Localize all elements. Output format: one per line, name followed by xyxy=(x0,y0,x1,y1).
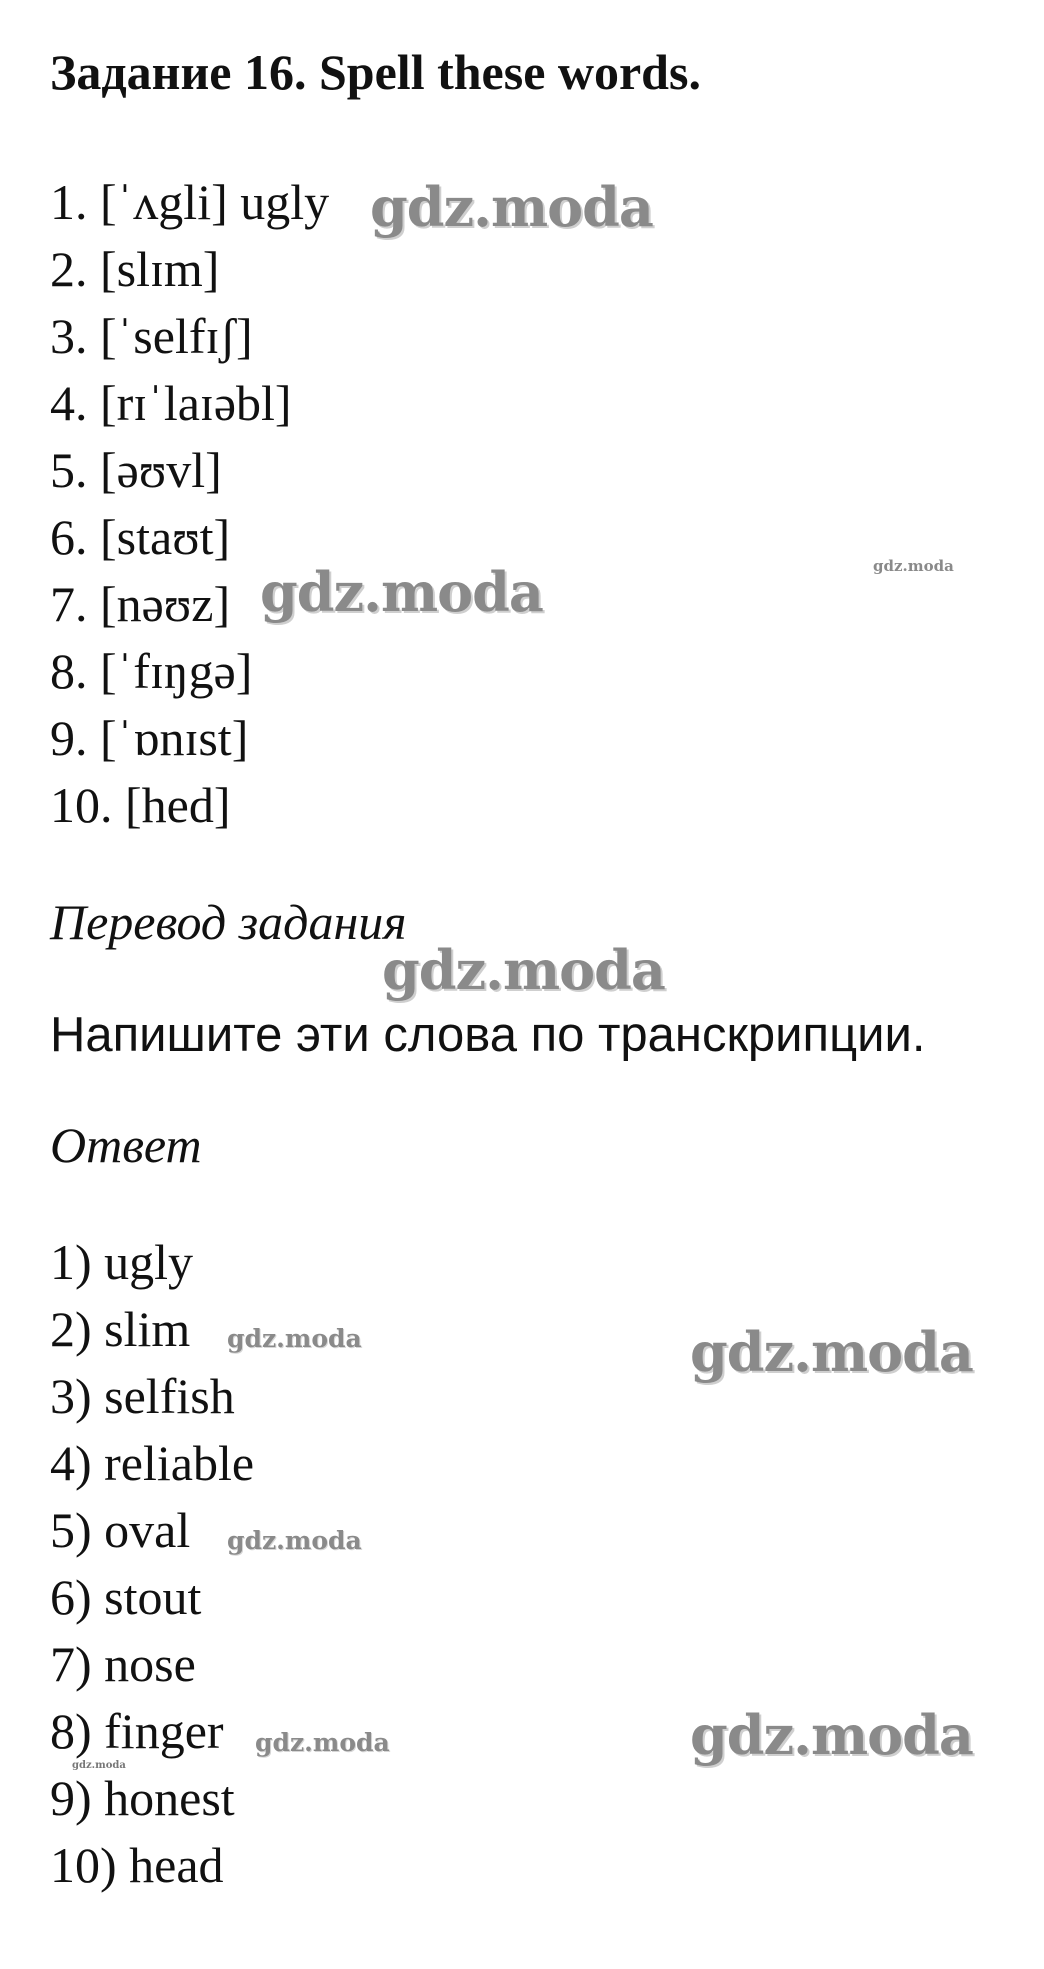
transcription-line-2: 2. [slɪm] xyxy=(50,241,220,297)
answer-line-3: 3) selfish xyxy=(50,1368,235,1424)
transcription-line-3: 3. [ˈselfɪʃ] xyxy=(50,308,253,364)
translation-text: Напишите эти слова по транскрипции. xyxy=(50,1008,926,1062)
answer-line-6: 6) stout xyxy=(50,1569,202,1625)
transcription-line-7: 7. [nəʊz] xyxy=(50,576,231,632)
transcription-line-6: 6. [staʊt] xyxy=(50,509,231,565)
answer-line-4: 4) reliable xyxy=(50,1435,255,1491)
answer-line-7: 7) nose xyxy=(50,1636,196,1692)
transcription-line-5: 5. [əʊvl] xyxy=(50,442,222,498)
watermark: gdz.moda xyxy=(690,1703,973,1767)
transcription-line-9: 9. [ˈɒnɪst] xyxy=(50,710,249,766)
watermark: gdz.moda xyxy=(227,1526,362,1555)
transcription-line-4: 4. [rɪˈlaɪəbl] xyxy=(50,375,292,431)
answer-line-9: 9) honest xyxy=(50,1770,235,1826)
watermark: gdz.moda xyxy=(72,1760,126,1771)
watermark: gdz.moda xyxy=(260,560,543,624)
answer-line-10: 10) head xyxy=(50,1837,224,1893)
task-title: Задание 16. Spell these words. xyxy=(50,44,701,100)
answer-line-1: 1) ugly xyxy=(50,1234,194,1290)
answer-heading: Ответ xyxy=(50,1117,202,1173)
answer-line-5: 5) oval xyxy=(50,1502,191,1558)
watermark: gdz.moda xyxy=(873,557,954,575)
transcription-line-8: 8. [ˈfɪŋgə] xyxy=(50,643,253,699)
translation-heading: Перевод задания xyxy=(50,894,407,950)
answer-line-8: 8) finger xyxy=(50,1703,224,1759)
watermark: gdz.moda xyxy=(227,1324,362,1353)
watermark: gdz.moda xyxy=(382,938,665,1002)
answer-line-2: 2) slim xyxy=(50,1301,191,1357)
watermark: gdz.moda xyxy=(370,175,653,239)
transcription-line-1: 1. [ˈʌgli] ugly xyxy=(50,174,330,230)
transcription-line-10: 10. [hed] xyxy=(50,777,231,833)
watermark: gdz.moda xyxy=(690,1320,973,1384)
watermark: gdz.moda xyxy=(255,1728,390,1757)
